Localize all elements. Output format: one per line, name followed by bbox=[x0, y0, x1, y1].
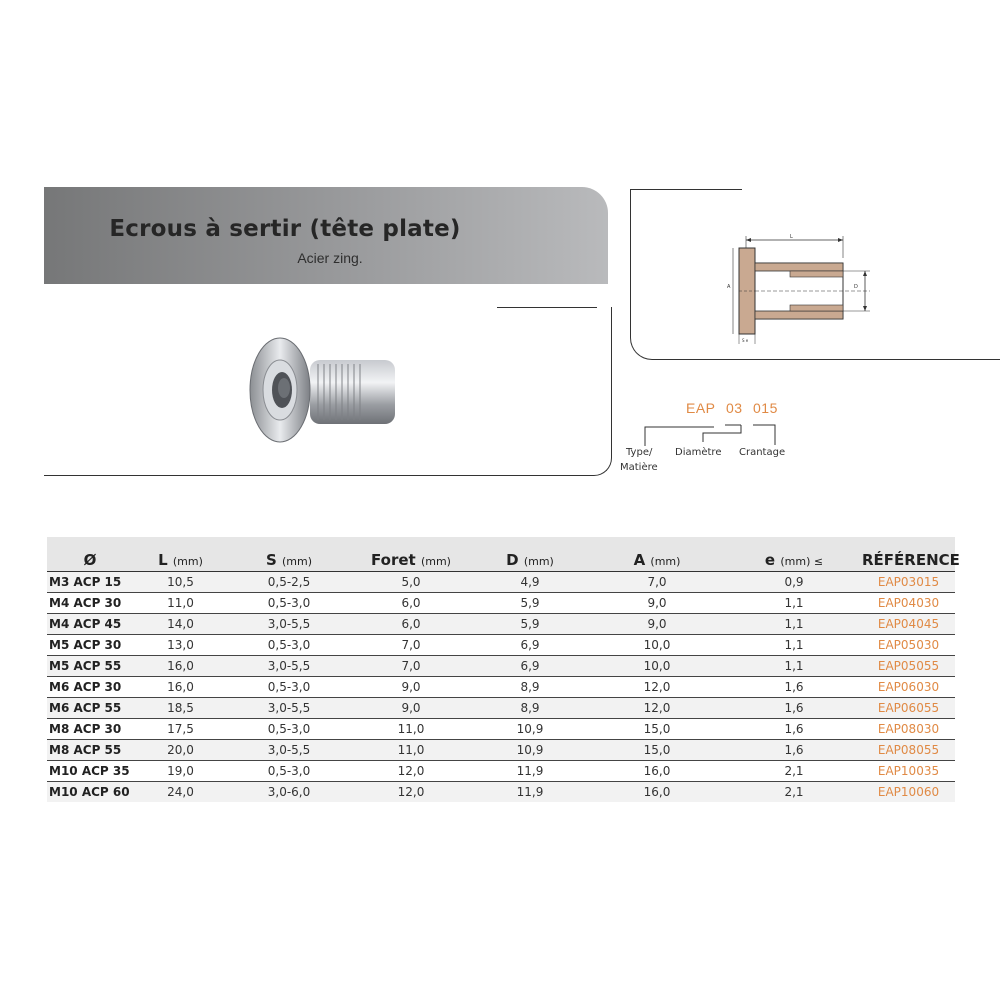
table-row bbox=[47, 593, 955, 614]
col-header-e: e (mm) ≤ bbox=[726, 537, 862, 572]
table-row bbox=[47, 698, 955, 719]
cell-e: 1,6 bbox=[726, 740, 862, 761]
cell-l: 10,5 bbox=[133, 572, 228, 593]
cell-a: 7,0 bbox=[588, 572, 726, 593]
cell-l: 16,0 bbox=[133, 677, 228, 698]
table-row bbox=[47, 656, 955, 677]
cell-foret: 9,0 bbox=[350, 698, 472, 719]
cell-model: M6 ACP 30 bbox=[47, 677, 133, 698]
cell-a: 12,0 bbox=[588, 677, 726, 698]
cell-reference: EAP04045 bbox=[862, 614, 955, 635]
rivet-nut-photo-icon bbox=[240, 330, 400, 450]
cell-model: M8 ACP 30 bbox=[47, 719, 133, 740]
cell-foret: 7,0 bbox=[350, 635, 472, 656]
cell-d: 11,9 bbox=[472, 782, 588, 803]
cell-a: 12,0 bbox=[588, 698, 726, 719]
cell-a: 15,0 bbox=[588, 719, 726, 740]
cell-model: M5 ACP 55 bbox=[47, 656, 133, 677]
col-header-d: D (mm) bbox=[472, 537, 588, 572]
cell-l: 16,0 bbox=[133, 656, 228, 677]
cell-e: 0,9 bbox=[726, 572, 862, 593]
diagram-frame-topline bbox=[630, 189, 742, 190]
cell-e: 1,1 bbox=[726, 635, 862, 656]
table-row bbox=[47, 635, 955, 656]
cell-s: 3,0-5,5 bbox=[228, 740, 350, 761]
cell-reference: EAP06030 bbox=[862, 677, 955, 698]
cell-model: M10 ACP 60 bbox=[47, 782, 133, 803]
cell-l: 14,0 bbox=[133, 614, 228, 635]
cell-reference: EAP03015 bbox=[862, 572, 955, 593]
legend-label-matiere: Matière bbox=[620, 462, 658, 473]
svg-text:D: D bbox=[854, 284, 858, 290]
cell-foret: 6,0 bbox=[350, 593, 472, 614]
cell-reference: EAP10060 bbox=[862, 782, 955, 803]
cell-d: 6,9 bbox=[472, 656, 588, 677]
cell-s: 0,5-2,5 bbox=[228, 572, 350, 593]
cell-s: 0,5-3,0 bbox=[228, 719, 350, 740]
cell-reference: EAP05030 bbox=[862, 635, 955, 656]
cell-s: 3,0-5,5 bbox=[228, 698, 350, 719]
cell-d: 4,9 bbox=[472, 572, 588, 593]
cell-s: 0,5-3,0 bbox=[228, 593, 350, 614]
col-header-diameter: Ø bbox=[47, 537, 133, 572]
cell-a: 15,0 bbox=[588, 740, 726, 761]
cell-foret: 9,0 bbox=[350, 677, 472, 698]
cell-a: 10,0 bbox=[588, 635, 726, 656]
code-part-type: EAP bbox=[686, 400, 716, 416]
cell-foret: 11,0 bbox=[350, 740, 472, 761]
cell-s: 0,5-3,0 bbox=[228, 635, 350, 656]
rivet-nut-technical-drawing-icon bbox=[720, 228, 880, 348]
table-row bbox=[47, 761, 955, 782]
cell-a: 10,0 bbox=[588, 656, 726, 677]
cell-s: 0,5-3,0 bbox=[228, 677, 350, 698]
cell-d: 5,9 bbox=[472, 614, 588, 635]
page-title: Ecrous à sertir (tête plate) bbox=[109, 216, 461, 242]
cell-l: 19,0 bbox=[133, 761, 228, 782]
code-part-diameter: 03 bbox=[726, 400, 743, 416]
cell-model: M4 ACP 30 bbox=[47, 593, 133, 614]
legend-label-type: Type/ bbox=[626, 447, 653, 458]
cell-a: 9,0 bbox=[588, 614, 726, 635]
cell-d: 8,9 bbox=[472, 677, 588, 698]
code-part-crantage: 015 bbox=[753, 400, 778, 416]
cell-e: 1,1 bbox=[726, 656, 862, 677]
cell-e: 2,1 bbox=[726, 761, 862, 782]
col-header-a: A (mm) bbox=[588, 537, 726, 572]
cell-e: 1,6 bbox=[726, 698, 862, 719]
col-header-reference: RÉFÉRENCE bbox=[862, 537, 955, 572]
svg-text:L: L bbox=[790, 234, 793, 240]
cell-a: 16,0 bbox=[588, 782, 726, 803]
cell-e: 2,1 bbox=[726, 782, 862, 803]
cell-model: M5 ACP 30 bbox=[47, 635, 133, 656]
page-subtitle: Acier zing. bbox=[297, 250, 363, 266]
cell-l: 13,0 bbox=[133, 635, 228, 656]
cell-model: M10 ACP 35 bbox=[47, 761, 133, 782]
cell-e: 1,6 bbox=[726, 677, 862, 698]
cell-l: 24,0 bbox=[133, 782, 228, 803]
table-row bbox=[47, 677, 955, 698]
legend-label-diametre: Diamètre bbox=[675, 447, 722, 458]
cell-foret: 7,0 bbox=[350, 656, 472, 677]
cell-s: 3,0-5,5 bbox=[228, 614, 350, 635]
cell-reference: EAP05055 bbox=[862, 656, 955, 677]
table-header-row bbox=[47, 537, 955, 572]
cell-d: 6,9 bbox=[472, 635, 588, 656]
cell-l: 17,5 bbox=[133, 719, 228, 740]
cell-model: M6 ACP 55 bbox=[47, 698, 133, 719]
col-header-foret: Foret (mm) bbox=[350, 537, 472, 572]
cell-d: 5,9 bbox=[472, 593, 588, 614]
cell-s: 3,0-5,5 bbox=[228, 656, 350, 677]
cell-d: 8,9 bbox=[472, 698, 588, 719]
cell-reference: EAP10035 bbox=[862, 761, 955, 782]
table-row bbox=[47, 782, 955, 803]
spec-table bbox=[47, 537, 960, 802]
cell-foret: 5,0 bbox=[350, 572, 472, 593]
cell-e: 1,1 bbox=[726, 614, 862, 635]
cell-a: 16,0 bbox=[588, 761, 726, 782]
cell-a: 9,0 bbox=[588, 593, 726, 614]
cell-foret: 6,0 bbox=[350, 614, 472, 635]
table-row bbox=[47, 572, 955, 593]
cell-e: 1,6 bbox=[726, 719, 862, 740]
cell-d: 10,9 bbox=[472, 740, 588, 761]
cell-model: M3 ACP 15 bbox=[47, 572, 133, 593]
cell-reference: EAP04030 bbox=[862, 593, 955, 614]
table-row bbox=[47, 719, 955, 740]
svg-text:S e: S e bbox=[742, 338, 749, 343]
cell-reference: EAP06055 bbox=[862, 698, 955, 719]
cell-l: 18,5 bbox=[133, 698, 228, 719]
cell-model: M8 ACP 55 bbox=[47, 740, 133, 761]
cell-model: M4 ACP 45 bbox=[47, 614, 133, 635]
cell-foret: 12,0 bbox=[350, 782, 472, 803]
col-header-l: L (mm) bbox=[133, 537, 228, 572]
cell-l: 11,0 bbox=[133, 593, 228, 614]
table-row bbox=[47, 740, 955, 761]
cell-reference: EAP08030 bbox=[862, 719, 955, 740]
cell-foret: 11,0 bbox=[350, 719, 472, 740]
cell-d: 10,9 bbox=[472, 719, 588, 740]
cell-l: 20,0 bbox=[133, 740, 228, 761]
cell-e: 1,1 bbox=[726, 593, 862, 614]
photo-frame-topline bbox=[497, 307, 597, 308]
cell-s: 0,5-3,0 bbox=[228, 761, 350, 782]
cell-s: 3,0-6,0 bbox=[228, 782, 350, 803]
cell-d: 11,9 bbox=[472, 761, 588, 782]
cell-foret: 12,0 bbox=[350, 761, 472, 782]
svg-text:A: A bbox=[727, 284, 731, 290]
cell-reference: EAP08055 bbox=[862, 740, 955, 761]
legend-label-crantage: Crantage bbox=[739, 447, 786, 458]
col-header-s: S (mm) bbox=[228, 537, 350, 572]
table-row bbox=[47, 614, 955, 635]
